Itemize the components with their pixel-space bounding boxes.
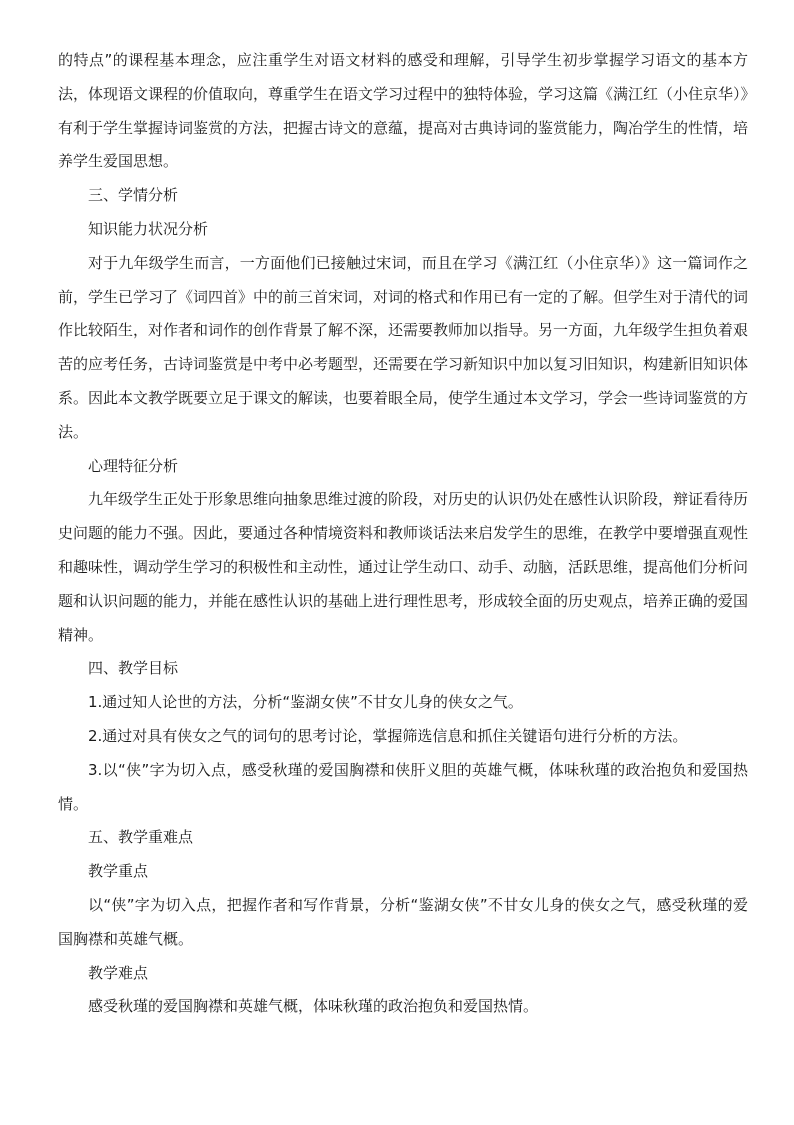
subheading-key-point: 教学重点 — [88, 862, 149, 881]
subheading-psychological-traits: 心理特征分析 — [88, 456, 179, 475]
subheading-difficult-point: 教学难点 — [88, 963, 149, 982]
intro-paragraph: 的特点”的课程基本理念，应注重学生对语文材料的感受和理解，引导学生初步掌握学习语文的基本方法，体现语文课程的价值取向，尊重学生在语文学习过程中的独特体验，学习这篇《满江红（小住京华）》有利于学生掌握诗词鉴赏的方法，把握古诗文的意蕴，提高对古典诗词的鉴赏能力，陶冶学生的性情，培养学生爱国思想。 — [58, 51, 749, 171]
goal-item-1: 1.通过知人论世的方法，分析“鉴湖女侠”不甘女儿身的侠女之气。 — [88, 693, 523, 712]
document-page — [58, 44, 748, 1024]
paragraph-difficult-point: 感受秋瑾的爱国胸襟和英雄气概，体味秋瑾的政治抱负和爱国热情。 — [88, 997, 539, 1016]
section-heading-key-difficult-points: 五、教学重难点 — [88, 828, 194, 847]
paragraph-key-point: 以“侠”字为切入点，把握作者和写作背景，分析“鉴湖女侠”不甘女儿身的侠女之气，感受秋瑾的爱国胸襟和英雄气概。 — [58, 895, 748, 948]
section-heading-teaching-goals: 四、教学目标 — [88, 659, 179, 678]
subheading-knowledge-ability: 知识能力状况分析 — [88, 219, 209, 238]
goal-item-2: 2.通过对具有侠女之气的词句的思考讨论，掌握筛选信息和抓住关键语句进行分析的方法。 — [88, 726, 688, 745]
paragraph-knowledge-ability: 对于九年级学生而言，一方面他们已接触过宋词，而且在学习《满江红（小住京华）》这一篇词作之前，学生已学习了《词四首》中的前三首宋词，对词的格式和作用已有一定的了解。但学生对于清代的词作比较陌生，对作者和词作的创作背景了解不深，还需要教师加以指导。另一方面，九年级学生担负着艰苦的应考任务，古诗词鉴赏是中考中必考题型，还需要在学习新知识中加以复习旧知识，构建新旧知识体系。因此本文教学既要立足于课文的解读，也要着眼全局，使学生通过本文学习，学会一些诗词鉴赏的方法。 — [58, 253, 749, 441]
paragraph-psychological-traits: 九年级学生正处于形象思维向抽象思维过渡的阶段，对历史的认识仍处在感性认识阶段，辩证看待历史问题的能力不强。因此，要通过各种情境资料和教师谈话法来启发学生的思维，在教学中要增强直观性和趣味性，调动学生学习的积极性和主动性，通过让学生动口、动手、动脑，活跃思维，提高他们分析问题和认识问题的能力，并能在感性认识的基础上进行理性思考，形成较全面的历史观点，培养正确的爱国精神。 — [58, 490, 749, 644]
section-heading-learner-analysis: 三、学情分析 — [88, 186, 179, 205]
goal-item-3: 3.以“侠”字为切入点，感受秋瑾的爱国胸襟和侠肝义胆的英雄气概，体味秋瑾的政治抱负和爱国热情。 — [58, 760, 748, 813]
